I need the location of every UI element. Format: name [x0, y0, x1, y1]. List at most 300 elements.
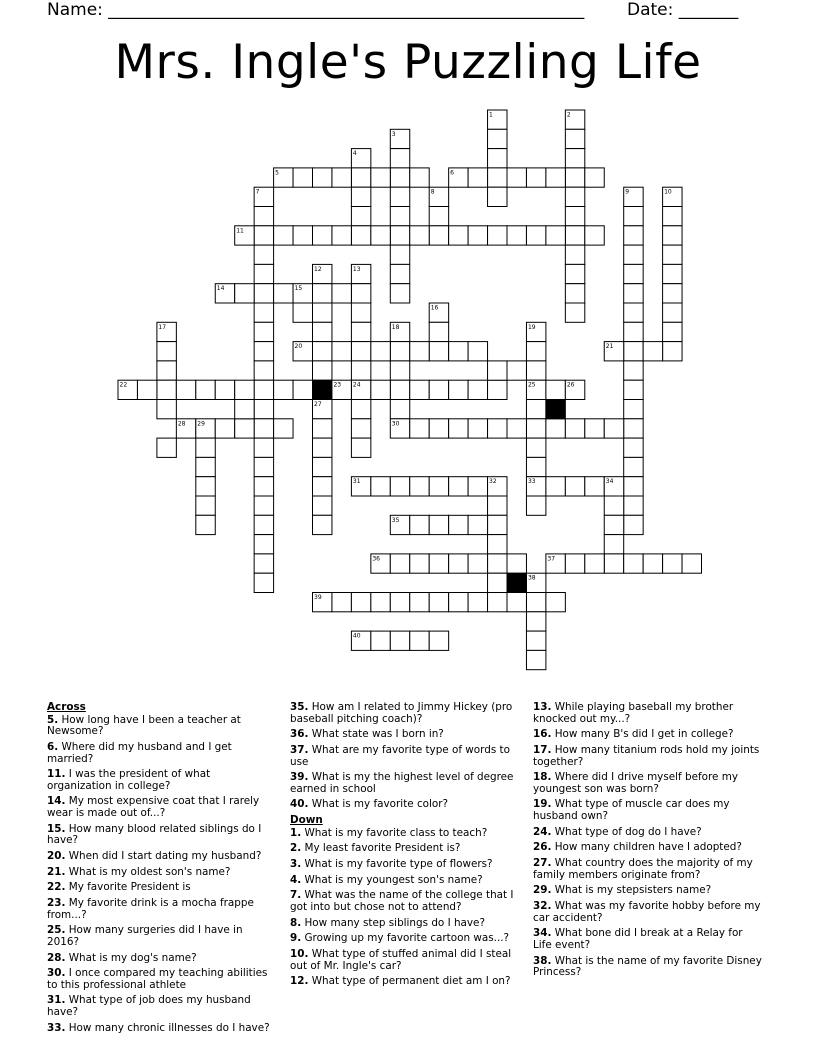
grid-cell[interactable]	[429, 631, 448, 650]
grid-cell[interactable]	[254, 284, 273, 303]
grid-cell[interactable]	[254, 457, 273, 476]
grid-cell[interactable]	[624, 419, 643, 438]
grid-cell[interactable]	[254, 380, 273, 399]
grid-cell[interactable]	[526, 438, 545, 457]
grid-cell[interactable]	[429, 593, 448, 612]
grid-cell[interactable]	[507, 168, 526, 187]
clue-item	[533, 772, 763, 795]
grid-cell[interactable]	[351, 342, 370, 361]
grid-cell[interactable]	[565, 303, 584, 322]
cell-number: 19	[527, 323, 536, 331]
clue-text: How many step siblings do I have?	[301, 916, 485, 929]
grid-cell[interactable]	[254, 554, 273, 573]
grid-cell[interactable]	[293, 168, 312, 187]
grid-cell[interactable]	[663, 554, 682, 573]
grid-cell[interactable]	[332, 168, 351, 187]
grid-cell[interactable]	[429, 419, 448, 438]
grid-cell[interactable]	[410, 419, 429, 438]
grid-cell[interactable]	[254, 303, 273, 322]
grid-cell[interactable]	[565, 419, 584, 438]
grid-cell[interactable]	[313, 496, 332, 515]
clue-number: 37.	[290, 743, 309, 756]
grid-cell[interactable]	[390, 187, 409, 206]
grid-cell[interactable]	[624, 342, 643, 361]
grid-cell[interactable]	[390, 168, 409, 187]
grid-cell[interactable]	[410, 631, 429, 650]
clue-item	[290, 875, 520, 887]
grid-cell[interactable]	[449, 226, 468, 245]
grid-cell[interactable]	[235, 380, 254, 399]
grid-cell[interactable]	[585, 554, 604, 573]
grid-cell[interactable]	[351, 168, 370, 187]
clue-item	[47, 882, 277, 894]
grid-cell[interactable]	[565, 149, 584, 168]
grid-cell[interactable]	[468, 380, 487, 399]
grid-cell[interactable]	[643, 342, 662, 361]
grid-cell[interactable]	[488, 380, 507, 399]
clue-text: What is my favorite type of flowers?	[301, 858, 493, 871]
grid-cell[interactable]	[176, 380, 195, 399]
clue-number: 7.	[290, 889, 302, 902]
grid-cell[interactable]	[624, 322, 643, 341]
grid-cell[interactable]	[196, 380, 215, 399]
grid-cell[interactable]	[468, 342, 487, 361]
grid-cell[interactable]	[565, 477, 584, 496]
grid-cell[interactable]	[526, 342, 545, 361]
grid-cell[interactable]	[254, 496, 273, 515]
grid-cell[interactable]	[546, 593, 565, 612]
grid-cell[interactable]	[488, 419, 507, 438]
grid-cell[interactable]	[157, 400, 176, 419]
grid-cell[interactable]	[254, 226, 273, 245]
cell-number: 33	[527, 478, 536, 486]
grid-cell[interactable]	[488, 226, 507, 245]
grid-cell[interactable]	[488, 593, 507, 612]
grid-cell[interactable]	[410, 593, 429, 612]
grid-cell[interactable]	[313, 226, 332, 245]
grid-cell[interactable]	[663, 226, 682, 245]
grid-cell[interactable]	[565, 168, 584, 187]
clue-text: What type of stuffed animal did I steal out of Mr. Ingle's car?	[290, 947, 512, 972]
grid-cell[interactable]	[313, 168, 332, 187]
grid-cell[interactable]	[604, 554, 623, 573]
grid-cell[interactable]	[332, 342, 351, 361]
grid-cell[interactable]	[137, 380, 156, 399]
grid-cell[interactable]	[468, 477, 487, 496]
cell-number: 32	[489, 478, 497, 486]
grid-cell[interactable]	[351, 187, 370, 206]
clue-text: What type of muscle car does my husband own?	[533, 798, 730, 823]
grid-cell[interactable]	[390, 631, 409, 650]
grid-cell[interactable]	[624, 457, 643, 476]
grid-cell[interactable]	[488, 361, 507, 380]
grid-cell[interactable]	[488, 129, 507, 148]
grid-cell[interactable]	[157, 342, 176, 361]
grid-cell[interactable]	[313, 284, 332, 303]
grid-cell[interactable]	[624, 515, 643, 534]
grid-cell[interactable]	[313, 322, 332, 341]
grid-cell[interactable]	[546, 419, 565, 438]
grid-cell[interactable]	[565, 226, 584, 245]
grid-cell[interactable]	[663, 264, 682, 283]
grid-cell[interactable]	[585, 477, 604, 496]
grid-cell[interactable]	[351, 419, 370, 438]
clue-text: How many titanium rods hold my joints together?	[533, 743, 760, 768]
grid-cell[interactable]	[565, 284, 584, 303]
grid-cell[interactable]	[313, 361, 332, 380]
clue-item	[290, 772, 520, 795]
grid-cell[interactable]	[624, 496, 643, 515]
clue-number: 40.	[290, 798, 309, 811]
grid-cell[interactable]	[663, 284, 682, 303]
grid-cell[interactable]	[488, 168, 507, 187]
grid-cell[interactable]	[663, 342, 682, 361]
clue-text: My favorite drink is a mocha frappe from...?	[47, 896, 254, 921]
grid-cell[interactable]	[351, 303, 370, 322]
grid-cell[interactable]	[429, 342, 448, 361]
grid-cell[interactable]	[468, 168, 487, 187]
grid-cell[interactable]	[488, 573, 507, 592]
grid-cell[interactable]	[293, 226, 312, 245]
grid-cell[interactable]	[526, 361, 545, 380]
across-header: Across	[47, 701, 86, 713]
cell-number: 14	[216, 285, 225, 293]
grid-cell[interactable]	[565, 187, 584, 206]
clue-number: 28.	[47, 951, 66, 964]
grid-cell[interactable]	[254, 361, 273, 380]
grid-cell[interactable]	[157, 361, 176, 380]
black-cell	[313, 380, 332, 399]
cell-number: 4	[352, 150, 357, 158]
clues-column-1	[47, 702, 277, 1038]
grid-cell[interactable]	[332, 284, 351, 303]
grid-cell[interactable]	[449, 515, 468, 534]
grid-cell[interactable]	[351, 593, 370, 612]
grid-cell[interactable]	[624, 226, 643, 245]
grid-cell[interactable]	[546, 477, 565, 496]
grid-cell[interactable]	[351, 226, 370, 245]
grid-cell[interactable]	[526, 419, 545, 438]
grid-cell[interactable]	[526, 612, 545, 631]
clue-item	[533, 729, 763, 741]
grid-cell[interactable]	[546, 380, 565, 399]
grid-cell[interactable]	[624, 303, 643, 322]
grid-cell[interactable]	[254, 322, 273, 341]
grid-cell[interactable]	[624, 400, 643, 419]
grid-cell[interactable]	[429, 226, 448, 245]
clue-number: 4.	[290, 873, 302, 886]
grid-cell[interactable]	[254, 477, 273, 496]
grid-cell[interactable]	[624, 361, 643, 380]
cell-number: 36	[372, 555, 380, 563]
clue-text: Growing up my favorite cartoon was...?	[301, 932, 510, 945]
grid-cell[interactable]	[410, 477, 429, 496]
clue-text: How many surgeries did I have in 2016?	[47, 924, 243, 948]
grid-cell[interactable]	[663, 303, 682, 322]
grid-cell[interactable]	[526, 226, 545, 245]
grid-cell[interactable]	[254, 342, 273, 361]
grid-cell[interactable]	[215, 419, 234, 438]
grid-cell[interactable]	[390, 380, 409, 399]
grid-cell[interactable]	[390, 284, 409, 303]
grid-cell[interactable]	[507, 226, 526, 245]
grid-cell[interactable]	[274, 226, 293, 245]
clue-number: 17.	[533, 743, 552, 756]
grid-cell[interactable]	[604, 515, 623, 534]
grid-cell[interactable]	[449, 342, 468, 361]
clue-number: 6.	[47, 740, 59, 753]
clue-number: 32.	[533, 899, 552, 912]
clue-number: 27.	[533, 857, 552, 870]
grid-cell[interactable]	[624, 284, 643, 303]
grid-cell[interactable]	[196, 477, 215, 496]
grid-cell[interactable]	[624, 380, 643, 399]
grid-cell[interactable]	[468, 554, 487, 573]
grid-cell[interactable]	[293, 380, 312, 399]
grid-cell[interactable]	[254, 264, 273, 283]
grid-cell[interactable]	[254, 438, 273, 457]
grid-cell[interactable]	[390, 342, 409, 361]
grid-cell[interactable]	[390, 226, 409, 245]
clue-text: What country does the majority of my family members originate from?	[533, 857, 753, 881]
grid-cell[interactable]	[351, 207, 370, 226]
grid-cell[interactable]	[429, 322, 448, 341]
grid-cell[interactable]	[468, 515, 487, 534]
grid-cell[interactable]	[254, 419, 273, 438]
grid-cell[interactable]	[235, 400, 254, 419]
grid-cell[interactable]	[410, 380, 429, 399]
grid-cell[interactable]	[604, 419, 623, 438]
grid-cell[interactable]	[196, 515, 215, 534]
grid-cell[interactable]	[313, 419, 332, 438]
grid-cell[interactable]	[274, 284, 293, 303]
grid-cell[interactable]	[507, 419, 526, 438]
grid-cell[interactable]	[390, 149, 409, 168]
grid-cell[interactable]	[468, 419, 487, 438]
grid-cell[interactable]	[410, 168, 429, 187]
grid-cell[interactable]	[293, 303, 312, 322]
grid-cell[interactable]	[215, 380, 234, 399]
grid-cell[interactable]	[488, 515, 507, 534]
grid-cell[interactable]	[371, 342, 390, 361]
clue-item	[290, 918, 520, 930]
grid-cell[interactable]	[526, 400, 545, 419]
grid-cell[interactable]	[390, 245, 409, 264]
grid-cell[interactable]	[351, 361, 370, 380]
grid-cell[interactable]	[235, 419, 254, 438]
grid-cell[interactable]	[565, 129, 584, 148]
grid-cell[interactable]	[351, 322, 370, 341]
grid-cell[interactable]	[526, 650, 545, 669]
grid-cell[interactable]	[390, 207, 409, 226]
grid-cell[interactable]	[371, 380, 390, 399]
grid-cell[interactable]	[663, 207, 682, 226]
grid-cell[interactable]	[449, 554, 468, 573]
grid-cell[interactable]	[254, 207, 273, 226]
grid-cell[interactable]	[526, 168, 545, 187]
grid-cell[interactable]	[488, 496, 507, 515]
clue-item	[47, 953, 277, 965]
clue-item	[47, 925, 277, 948]
grid-cell[interactable]	[157, 380, 176, 399]
clue-text: What state was I born in?	[308, 728, 444, 741]
grid-cell[interactable]	[449, 419, 468, 438]
grid-cell[interactable]	[196, 496, 215, 515]
cell-number: 16	[430, 304, 439, 312]
grid-cell[interactable]	[313, 457, 332, 476]
clue-number: 35.	[290, 701, 309, 713]
grid-cell[interactable]	[274, 380, 293, 399]
grid-cell[interactable]	[157, 438, 176, 457]
grid-cell[interactable]	[624, 207, 643, 226]
grid-cell[interactable]	[390, 400, 409, 419]
grid-cell[interactable]	[526, 457, 545, 476]
grid-cell[interactable]	[488, 535, 507, 554]
grid-cell[interactable]	[313, 438, 332, 457]
clue-number: 30.	[47, 967, 66, 980]
grid-cell[interactable]	[313, 515, 332, 534]
cell-number: 11	[236, 227, 244, 235]
grid-cell[interactable]	[565, 207, 584, 226]
grid-cell[interactable]	[449, 380, 468, 399]
grid-cell[interactable]	[507, 554, 526, 573]
clue-number: 31.	[47, 994, 66, 1007]
grid-cell[interactable]	[663, 245, 682, 264]
grid-cell[interactable]	[585, 168, 604, 187]
grid-cell[interactable]	[196, 457, 215, 476]
grid-cell[interactable]	[624, 477, 643, 496]
grid-cell[interactable]	[546, 226, 565, 245]
clue-item	[533, 956, 763, 979]
cell-number: 40	[352, 632, 361, 640]
grid-cell[interactable]	[254, 573, 273, 592]
date-field[interactable]: Date: _______	[627, 0, 739, 20]
grid-cell[interactable]	[488, 554, 507, 573]
grid-cell[interactable]	[449, 593, 468, 612]
name-field[interactable]: Name: ________________________________________________________	[47, 0, 585, 20]
clue-item	[47, 715, 277, 738]
grid-cell[interactable]	[624, 245, 643, 264]
clue-item	[47, 867, 277, 879]
clue-item	[533, 827, 763, 839]
grid-cell[interactable]	[624, 554, 643, 573]
grid-cell[interactable]	[507, 593, 526, 612]
grid-cell[interactable]	[371, 168, 390, 187]
cell-number: 17	[158, 323, 167, 331]
grid-cell[interactable]	[235, 284, 254, 303]
grid-cell[interactable]	[565, 264, 584, 283]
grid-cell[interactable]	[254, 535, 273, 554]
clue-item	[290, 949, 520, 972]
grid-cell[interactable]	[390, 264, 409, 283]
cell-number: 21	[605, 343, 614, 351]
grid-cell[interactable]	[604, 496, 623, 515]
grid-cell[interactable]	[663, 322, 682, 341]
grid-cell[interactable]	[429, 207, 448, 226]
grid-cell[interactable]	[371, 226, 390, 245]
grid-cell[interactable]	[254, 400, 273, 419]
grid-cell[interactable]	[254, 245, 273, 264]
clue-number: 19.	[533, 798, 552, 811]
grid-cell[interactable]	[332, 226, 351, 245]
clue-text: What is the name of my favorite Disney Princess?	[533, 954, 762, 979]
clue-number: 12.	[290, 975, 309, 988]
grid-cell[interactable]	[351, 284, 370, 303]
grid-cell[interactable]	[546, 168, 565, 187]
clue-number: 16.	[533, 728, 552, 741]
grid-cell[interactable]	[585, 419, 604, 438]
grid-cell[interactable]	[313, 303, 332, 322]
clue-text: When did I start dating my husband?	[65, 850, 262, 863]
grid-cell[interactable]	[371, 477, 390, 496]
grid-cell[interactable]	[429, 380, 448, 399]
grid-cell[interactable]	[449, 477, 468, 496]
clue-text: How many children have I adopted?	[551, 841, 742, 854]
grid-cell[interactable]	[624, 264, 643, 283]
grid-cell[interactable]	[682, 554, 701, 573]
grid-cell[interactable]	[274, 419, 293, 438]
grid-cell[interactable]	[390, 361, 409, 380]
grid-cell[interactable]	[332, 593, 351, 612]
grid-cell[interactable]	[313, 342, 332, 361]
cell-number: 10	[664, 188, 672, 196]
grid-cell[interactable]	[468, 226, 487, 245]
clue-text: How am I related to Jimmy Hickey (pro baseball pitching coach)?	[290, 701, 513, 725]
clue-text: My favorite President is	[65, 881, 191, 894]
grid-cell[interactable]	[371, 631, 390, 650]
grid-cell[interactable]	[410, 554, 429, 573]
grid-cell[interactable]	[390, 477, 409, 496]
clue-item	[290, 859, 520, 871]
grid-cell[interactable]	[429, 554, 448, 573]
grid-cell[interactable]	[410, 226, 429, 245]
cell-number: 13	[352, 265, 361, 273]
grid-cell[interactable]	[351, 438, 370, 457]
grid-cell[interactable]	[526, 496, 545, 515]
grid-cell[interactable]	[526, 631, 545, 650]
grid-cell[interactable]	[371, 593, 390, 612]
grid-cell[interactable]	[410, 515, 429, 534]
clue-item	[290, 976, 520, 988]
grid-cell[interactable]	[351, 400, 370, 419]
grid-cell[interactable]	[488, 149, 507, 168]
cell-number: 12	[314, 265, 322, 273]
clue-text: What is my dog's name?	[65, 951, 197, 964]
grid-cell[interactable]	[429, 477, 448, 496]
grid-cell[interactable]	[565, 245, 584, 264]
grid-cell[interactable]	[468, 593, 487, 612]
grid-cell[interactable]	[604, 535, 623, 554]
clue-item	[290, 745, 520, 768]
grid-cell[interactable]	[390, 593, 409, 612]
grid-cell[interactable]	[488, 187, 507, 206]
clue-number: 10.	[290, 947, 309, 960]
grid-cell[interactable]	[196, 438, 215, 457]
grid-cell[interactable]	[507, 361, 526, 380]
grid-cell[interactable]	[410, 342, 429, 361]
clue-text: What type of job does my husband have?	[47, 994, 251, 1019]
grid-cell[interactable]	[585, 226, 604, 245]
grid-cell[interactable]	[313, 477, 332, 496]
grid-cell[interactable]	[429, 515, 448, 534]
grid-cell[interactable]	[390, 554, 409, 573]
grid-cell[interactable]	[254, 515, 273, 534]
clue-text: What type of permanent diet am I on?	[308, 975, 511, 988]
grid-cell[interactable]	[643, 554, 662, 573]
grid-cell[interactable]	[624, 438, 643, 457]
grid-cell[interactable]	[526, 593, 545, 612]
grid-cell[interactable]	[565, 554, 584, 573]
